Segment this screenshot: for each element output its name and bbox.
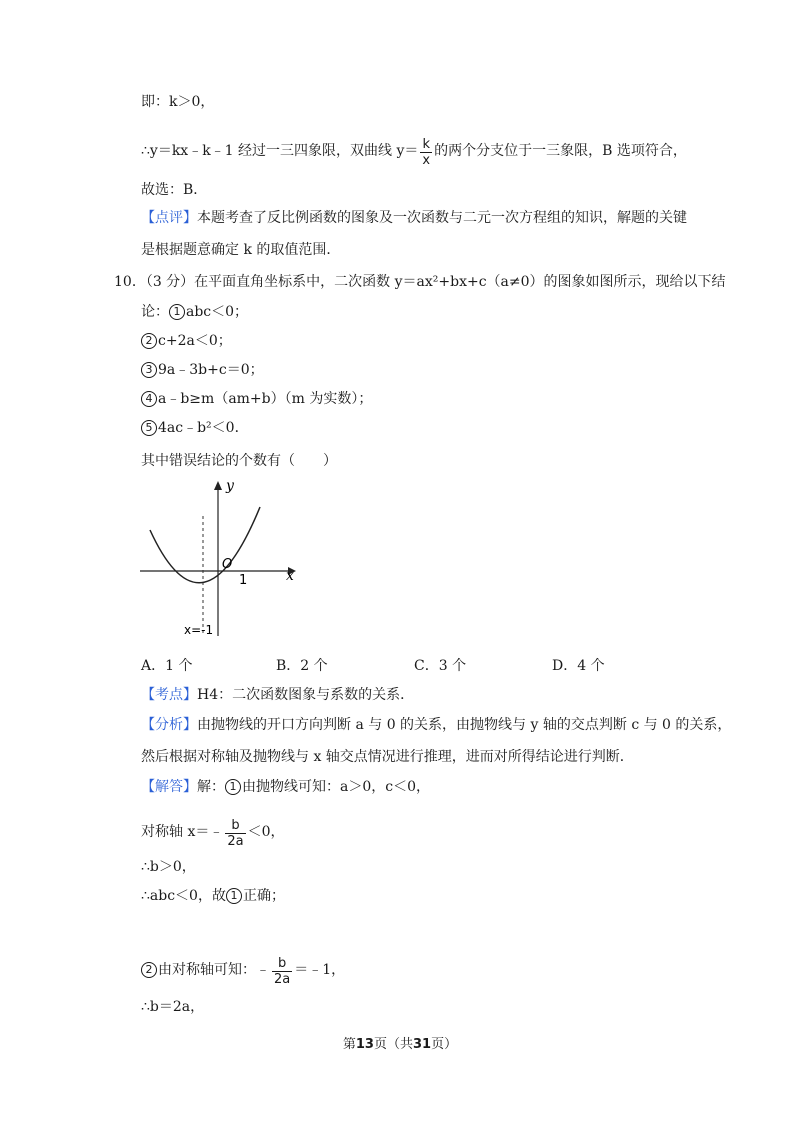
option-d: D．4 个	[552, 658, 605, 674]
circled-number: 5	[141, 420, 157, 436]
text-segment: 由对称轴可知：﹣	[158, 962, 270, 978]
statement-line	[141, 331, 232, 351]
text-segment: 由抛物线的开口方向判断 a 与 0 的关系，由抛物线与 y 轴的交点判断 c 与 0 的关系，	[197, 717, 732, 733]
section-tag: 【点评】	[141, 210, 197, 226]
text-line: 其中错误结论的个数有（ ）	[141, 453, 337, 469]
total-pages: 31	[413, 1037, 432, 1052]
text-segment: 本题考查了反比例函数的图象及一次函数与二元一次方程组的知识，解题的关键	[197, 210, 687, 226]
option-c: C．3 个	[414, 658, 467, 674]
text-line	[141, 137, 687, 168]
circled-number: 2	[141, 333, 157, 349]
text-line	[141, 715, 731, 735]
text-segment: ∴y＝kx﹣k﹣1 经过一三四象限，双曲线 y＝	[141, 143, 419, 159]
fraction-denominator: 2a	[274, 972, 291, 987]
text-segment: ＝﹣1，	[294, 962, 346, 978]
fraction-denominator: x	[422, 153, 431, 168]
text-line	[141, 208, 687, 228]
option-b: B．2 个	[276, 658, 328, 674]
parabola-graph	[138, 476, 308, 642]
y-axis-label: y	[226, 478, 234, 494]
text-line	[141, 685, 414, 705]
option-a: A．1 个	[141, 658, 193, 674]
statement-line	[141, 389, 372, 409]
text-segment: 的两个分支位于一三象限，B 选项符合，	[434, 143, 687, 159]
text-line	[141, 886, 285, 906]
text-segment: 对称轴 x＝﹣	[141, 824, 224, 840]
fraction	[420, 137, 432, 168]
section-tag: 【解答】	[141, 779, 197, 795]
statement-text: abc＜0；	[186, 304, 249, 320]
page-number: 13	[355, 1037, 374, 1052]
question-number: 10．	[114, 274, 146, 290]
fraction-numerator: b	[231, 818, 240, 833]
statement-text: c+2a＜0；	[158, 333, 232, 349]
statement-text: a﹣b≥m（am+b）（m 为实数）；	[158, 391, 373, 407]
text-line: 即：k＞0，	[141, 94, 215, 110]
root-label: 1	[239, 573, 248, 588]
page-footer	[0, 1033, 800, 1052]
text-line: ∴b＞0，	[141, 859, 196, 875]
fraction-numerator: b	[277, 956, 287, 971]
text-line: 然后根据对称轴及抛物线与 x 轴交点情况进行推理，进而对所得结论进行判断．	[141, 749, 634, 765]
circled-number: 3	[141, 362, 157, 378]
section-tag: 【考点】	[141, 687, 197, 703]
origin-label: O	[222, 557, 233, 572]
circled-number: 4	[141, 391, 157, 407]
text-line	[141, 777, 430, 797]
text-line: ∴b＝2a，	[141, 999, 205, 1015]
statement-text: 4ac﹣b²＜0．	[158, 420, 249, 436]
text-line	[141, 302, 248, 322]
footer-text: 页）	[431, 1037, 458, 1052]
statement-line	[141, 360, 264, 380]
circled-number: 1	[226, 888, 242, 904]
text-line: 故选：B．	[141, 182, 208, 198]
text-line	[141, 956, 345, 987]
text-segment: 论：	[141, 304, 169, 320]
question-text: （3 分）在平面直角坐标系中，二次函数 y＝ax²+bx+c（a≠0）的图象如图所示，现给以下结	[145, 274, 726, 290]
circled-number: 1	[225, 779, 241, 795]
fraction	[272, 956, 292, 987]
question-line	[114, 272, 726, 292]
y-axis-arrow	[214, 481, 222, 490]
statement-text: 9a﹣3b+c＝0；	[158, 362, 264, 378]
statement-line	[141, 418, 249, 438]
x-axis-label: x	[286, 568, 294, 584]
footer-text: 第	[342, 1037, 356, 1052]
text-line: 是根据题意确定 k 的取值范围．	[141, 242, 341, 258]
text-segment: 正确；	[242, 888, 285, 904]
text-line	[141, 818, 285, 849]
circled-number: 1	[169, 304, 185, 320]
text-segment: 解：	[197, 779, 225, 795]
footer-text: 页（共	[373, 1037, 413, 1052]
section-tag: 【分析】	[141, 717, 197, 733]
text-segment: ∴abc＜0，故	[141, 888, 226, 904]
circled-number: 2	[141, 962, 157, 978]
text-segment: H4：二次函数图象与系数的关系．	[197, 687, 415, 703]
symmetry-axis-label: x=-1	[184, 623, 214, 637]
text-segment: 由抛物线可知：a＞0，c＜0，	[242, 779, 431, 795]
fraction-denominator: 2a	[227, 834, 244, 849]
fraction	[225, 818, 245, 849]
text-segment: ＜0，	[247, 824, 285, 840]
fraction-numerator: k	[422, 137, 431, 152]
